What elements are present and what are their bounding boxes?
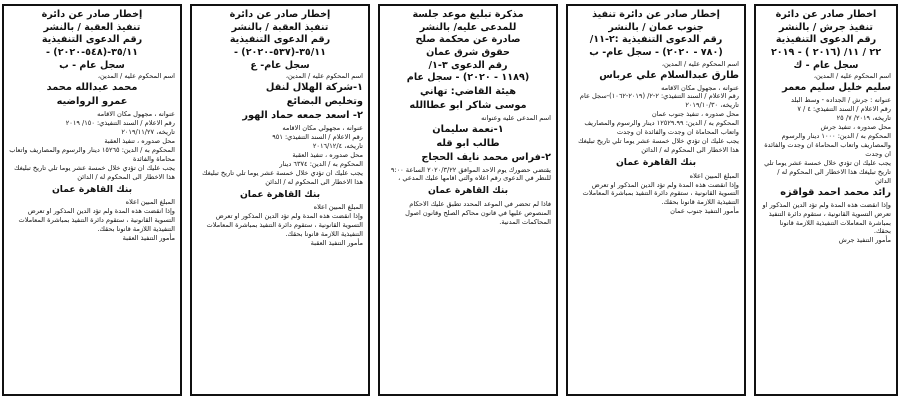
defendant-name: ٢-فراس محمد نايف الحجاج — [421, 151, 551, 163]
notice-title: مذكرة تبليغ موعد جلسة — [412, 9, 524, 20]
notice-title: للمدعى عليه/ بالنشر — [419, 21, 517, 33]
judgment-amount: المحكوم به / الدين: ٦٣٧٤ دينار — [279, 159, 363, 168]
debtor-name: ٢- اسعد جمعه حماد الهور — [242, 110, 363, 122]
address: عنوانه ، مجهولي مكان الاقامه — [282, 124, 363, 132]
notice-title: صادرة عن محكمة صلح — [415, 34, 521, 46]
judge-name: موسى شاكر ابو عطاالله — [409, 99, 527, 111]
closing-text: وإذا انقضت هذه المدة ولم تؤد الدين المذكور او تعرض التسوية القانونية ، ستقوم دائرة التنفيذ بمباشرة المعاملات التنفيذية اللازمة قانونا بحقك. — [206, 212, 363, 238]
notice-title: رقم الدعوى التنفيذية — [229, 34, 331, 46]
amount-label: المبلغ المبين اعلاه — [313, 203, 363, 212]
document-date: تاريخه، ٢٠١٩/ ٧/ ٢٥ — [836, 114, 891, 123]
debtor-label: اسم المحكوم عليه / المدين، — [285, 72, 363, 81]
debtor-name: وتخليص البضائع — [286, 96, 363, 108]
registry-section: سجل عام - ب — [59, 59, 125, 71]
notice-footer: مأمور التنفيذ جنوب عمان — [670, 207, 739, 216]
closing-text: وإذا انقضت هذه المدة ولم تؤد الدين المذكور او تعرض التسوية القانونية ، ستقوم دائرة التنفيذ بمباشرة المعاملات التنفيذية اللازمة قانونا بحقك. — [18, 207, 175, 233]
closing-text: وإذا انقضت هذه المدة ولم تؤد الدين المذكور او تعرض التسوية القانونية ، ستقوم دائرة التنفيذ بمباشرة المعاملات التنفيذية اللازمة قانونا بحقك. — [762, 200, 891, 236]
judgment-amount: المحكوم به / الدين: ١٢٥٢٩.٩٩ دينار والرسوم والمصاريف واتعاب المحاماة ان وجدت والفائدة ان وجدت — [584, 119, 739, 137]
document-number: رقم الاعلام / السند التنفيذي: ٩٥١ — [272, 132, 363, 141]
plaintiff-name: بنك القاهرة عمان — [427, 185, 509, 197]
issuing-place: محل صدوره ، تنفيذ العقبة — [104, 136, 175, 145]
debtor-name: ١-شركة الهلال لنقل — [265, 82, 363, 94]
judgment-amount: المحكوم به / الدين: ١٠٠٠ دينار والرسوم والمصاريف واتعاب المحاماة ان وجدت والفائدة ان وجدت — [764, 131, 891, 158]
hearing-date: يقتضي حضورك يوم الاحد الموافق ٢٠٢٠/٣/٢٢ الساعة ٩:٠٠ — [390, 165, 551, 174]
notice-title: اخطار صادر عن دائرة — [775, 9, 877, 20]
notice-title: جنوب عمان / بالنشر — [608, 21, 704, 33]
closing-text: فاذا لم تحضر في الموعد المحدد تطبق عليك الاحكام المنصوص عليها في قانون محاكم الصلح وقانون اصول المحاكمات المدنية. — [405, 199, 551, 226]
document-number: رقم الاعلام / السند التنفيذي: ١٥٠/ ٢٠١٩ — [65, 119, 175, 128]
document-number: رقم الاعلام / السند التنفيذي: ٢-٢/ (٢٠١٩-١٠٦٢)-سجل عام — [579, 92, 739, 101]
debtor-name: سليم خليل سليم معمر — [782, 82, 891, 94]
defendant-name: ١-نعمة سليمان — [432, 123, 504, 135]
judgment-amount: المحكوم به / الدين: ١٥٢٦٥ دينار والرسوم والمصاريف واتعاب محاماة والفائدة — [9, 145, 175, 163]
notice-title: تنفيذ جرش / بالنشر — [779, 21, 873, 33]
payment-warning: يجب عليك ان تؤدي خلال خمسة عشر يوما تلي تاريخ تبليغك هذا الاخطار الى المحكوم له / الدائن — [578, 137, 739, 155]
notice-title: رقم الدعوى التنفيذية :٢-١١/ — [589, 34, 723, 46]
judge-name: هيئة القاضي: تهاني — [419, 85, 517, 97]
notice-title: رقم الدعوى التنفيذية — [41, 34, 143, 46]
notice-title: رقم الدعوى التنفيذية — [775, 34, 877, 46]
address: عنوانه ، مجهول مكان الاقامه — [661, 83, 739, 92]
debtor-label: اسم المحكوم عليه / المدين، — [813, 72, 891, 81]
notice-jerash — [754, 4, 898, 396]
case-number: (١١٨٩ - ٢٠٢٠) - سجل عام — [406, 72, 530, 84]
case-number: (٧٨٠ - ٢٠٢٠) - سجل عام- ب — [589, 46, 723, 58]
notice-title: تنفيذ العقبة / بالنشر — [43, 21, 141, 33]
notice-footer: مأمور التنفيذ العقبة — [122, 233, 175, 242]
notice-footer: مأمور التنفيذ جرش — [838, 236, 891, 245]
registry-section: سجل عام - ك — [793, 59, 859, 71]
defendants-label: اسم المدعى عليه وعنوانه — [481, 113, 551, 122]
notice-aqaba-2 — [2, 4, 182, 396]
creditor-name: بنك القاهرة عمان — [615, 157, 697, 169]
amount-label: المبلغ المبين اعلاه — [689, 171, 739, 180]
debtor-label: اسم المحكوم عليه / المدين، — [661, 59, 739, 68]
notice-title: حقوق شرق عمان — [426, 46, 510, 58]
payment-warning: يجب عليك ان تؤدي خلال خمسة عشر يوما تلي تاريخ تبليغك هذا الاخطار الى المحكوم له / الدائن — [764, 158, 891, 185]
case-number: ٢٢ / ١١/ (٢٠١٦ ) - ٢٠١٩ — [770, 46, 882, 58]
closing-text: وإذا انقضت هذه المدة ولم تؤد الدين المذكور او تعرض التسوية القانونية ، ستقوم دائرة التنفيذ بمباشرة المعاملات التنفيذية اللازمة قانونا بحقك. — [582, 180, 739, 207]
document-date: تاريخه، ٢٠١٩/١١/٢٧ — [121, 127, 175, 136]
payment-warning: يجب عليك ان تؤدي خلال خمسة عشر يوما تلي تاريخ تبليغك هذا الاخطار الى المحكوم له / الدائن — [202, 168, 363, 186]
creditor-name: بنك القاهرة عمان — [239, 188, 321, 200]
amount-label: المبلغ المبين اعلاه — [125, 198, 175, 207]
issuing-place: محل صدوره ، تنفيذ جرش — [820, 123, 891, 132]
document-date: تاريخه، ٢٠١٩/١٠/٣٠ — [685, 101, 739, 110]
notice-title: إخطار صادر عن دائرة — [41, 9, 143, 20]
defendant-name: طالب ابو قله — [436, 137, 500, 149]
notice-title: تنفيذ العقبة / بالنشر — [231, 21, 329, 33]
document-number: رقم الاعلام / السند التنفيذي: ٤ / ٧ — [797, 105, 891, 114]
case-number: ٣٥/١١-(٥٣٧-٢٠٢٠) - — [233, 46, 327, 58]
notice-title: إخطار صادر عن دائرة — [229, 9, 331, 20]
case-number: ٣٥/١١-(٥٤٨-٢٠٢٠) - — [45, 46, 139, 58]
case-number: رقم الدعوى ٣-١/ — [428, 59, 508, 71]
debtor-name: محمد عبدالله محمد — [46, 82, 138, 94]
notice-title: إخطار صادر عن دائرة تنفيذ — [592, 9, 720, 20]
creditor-name: رائد محمد احمد قواقزه — [780, 186, 891, 198]
debtor-name: عمرو الرواضيه — [56, 96, 128, 108]
address: عنوانه : جرش / الجداده - وسط البلد — [790, 96, 891, 105]
address: عنوانه ، مجهول مكان الاقامه — [97, 110, 175, 119]
notice-footer: مأمور التنفيذ العقبة — [310, 238, 363, 247]
notice-court-hearing — [378, 4, 558, 396]
notice-south-amman — [566, 4, 746, 396]
issuing-place: محل صدوره ، تنفيذ العقبة — [292, 150, 363, 159]
registry-section: سجل عام- ع — [250, 59, 310, 71]
document-date: تاريخه، ٢٠١٦/١٢/٤ — [312, 141, 363, 150]
hearing-purpose: للنظر في الدعوى رقم اعلاه والتي اقامها عليك المدعي ، — [398, 174, 551, 183]
debtor-label: اسم المحكوم عليه / المدين، — [97, 72, 175, 81]
notice-aqaba-1 — [190, 4, 370, 396]
debtor-name: طارق عبدالسلام علي عرباس — [599, 69, 739, 81]
payment-warning: يجب عليك ان تؤدي خلال خمسة عشر يوما تلي تاريخ تبليغك هذا الاخطار الى المحكوم له / الدائن — [14, 163, 175, 181]
issuing-place: محل صدوره ، تنفيذ جنوب عمان — [651, 110, 739, 119]
creditor-name: بنك القاهرة عمان — [51, 183, 133, 195]
